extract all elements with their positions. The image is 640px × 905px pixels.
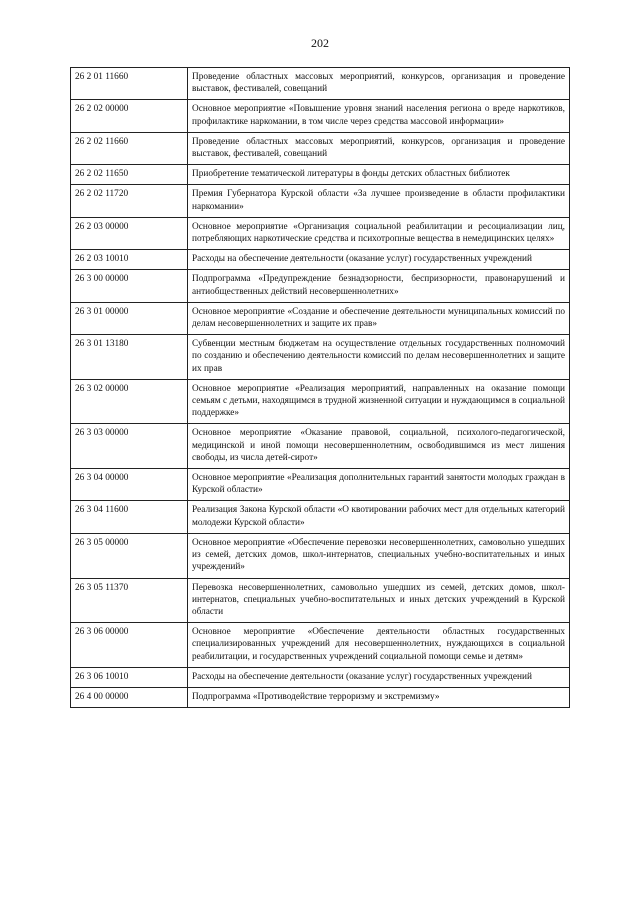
row-code: 26 4 00 00000 <box>71 687 188 707</box>
table-row <box>71 132 570 164</box>
table-row <box>71 379 570 424</box>
row-description: Субвенции местным бюджетам на осуществление отдельных государственных полномочий по созданию и обеспечению деятельности комиссий по делам несовершеннолетних и защите их прав <box>188 335 570 380</box>
table-row <box>71 217 570 249</box>
row-code: 26 2 02 11650 <box>71 165 188 185</box>
row-description: Основное мероприятие «Обеспечение перевозки несовершеннолетних, самовольно ушедших из семей, детских домов, школ-интернатов, специальных учебно-воспитательных и иных учреждений» <box>188 533 570 578</box>
row-code: 26 3 06 10010 <box>71 667 188 687</box>
table-row <box>71 185 570 217</box>
table-row <box>71 165 570 185</box>
row-code: 26 2 02 11720 <box>71 185 188 217</box>
row-code: 26 3 01 00000 <box>71 302 188 334</box>
row-code: 26 2 01 11660 <box>71 68 188 100</box>
row-code: 26 3 03 00000 <box>71 424 188 469</box>
row-description: Проведение областных массовых мероприятий, конкурсов, организация и проведение выставок, фестивалей, совещаний <box>188 132 570 164</box>
row-code: 26 3 02 00000 <box>71 379 188 424</box>
table-row <box>71 424 570 469</box>
row-code: 26 3 04 00000 <box>71 469 188 501</box>
row-description: Основное мероприятие «Обеспечение деятельности областных государственных специализированных учреждений для несовершеннолетних, нуждающихся в социальной реабилитации, и государственных учреждений социальной помощи семье и детям» <box>188 623 570 668</box>
row-code: 26 3 05 00000 <box>71 533 188 578</box>
row-description: Премия Губернатора Курской области «За лучшее произведение в области профилактики наркомании» <box>188 185 570 217</box>
row-description: Основное мероприятие «Реализация дополнительных гарантий занятости молодых граждан в Курской области» <box>188 469 570 501</box>
row-code: 26 2 03 00000 <box>71 217 188 249</box>
row-code: 26 3 06 00000 <box>71 623 188 668</box>
table-row <box>71 687 570 707</box>
budget-codes-table <box>70 67 570 708</box>
row-description: Основное мероприятие «Оказание правовой, социальной, психолого-педагогической, медицинской и иной помощи несовершеннолетним, освободившимся из мест лишения свободы, из числа детей-сирот» <box>188 424 570 469</box>
page-number: 202 <box>311 36 329 50</box>
row-description: Проведение областных массовых мероприятий, конкурсов, организация и проведение выставок, фестивалей, совещаний <box>188 68 570 100</box>
row-code: 26 2 02 11660 <box>71 132 188 164</box>
row-description: Основное мероприятие «Создание и обеспечение деятельности муниципальных комиссий по делам несовершеннолетних и защите их прав» <box>188 302 570 334</box>
row-code: 26 3 05 11370 <box>71 578 188 623</box>
row-description: Расходы на обеспечение деятельности (оказание услуг) государственных учреждений <box>188 667 570 687</box>
row-description: Реализация Закона Курской области «О квотировании рабочих мест для отдельных категорий молодежи Курской области» <box>188 501 570 533</box>
row-description: Основное мероприятие «Реализация мероприятий, направленных на оказание помощи семьям с детьми, находящимся в трудной жизненной ситуации и нуждающимся в социальной поддержке» <box>188 379 570 424</box>
table-row <box>71 469 570 501</box>
table-row <box>71 335 570 380</box>
table-row <box>71 501 570 533</box>
table-row <box>71 302 570 334</box>
row-description: Основное мероприятие «Организация социальной реабилитации и ресоциализации лиц, потребляющих наркотические средства и психотропные вещества в немедицинских целях» <box>188 217 570 249</box>
row-code: 26 2 03 10010 <box>71 250 188 270</box>
table-row <box>71 578 570 623</box>
table-row <box>71 270 570 302</box>
row-description: Подпрограмма «Противодействие терроризму и экстремизму» <box>188 687 570 707</box>
table-row <box>71 667 570 687</box>
row-code: 26 3 01 13180 <box>71 335 188 380</box>
row-code: 26 3 00 00000 <box>71 270 188 302</box>
row-code: 26 3 04 11600 <box>71 501 188 533</box>
row-description: Подпрограмма «Предупреждение безнадзорности, беспризорности, правонарушений и антиобщественных действий несовершеннолетних» <box>188 270 570 302</box>
row-code: 26 2 02 00000 <box>71 100 188 132</box>
row-description: Приобретение тематической литературы в фонды детских областных библиотек <box>188 165 570 185</box>
table-row <box>71 533 570 578</box>
table-row <box>71 250 570 270</box>
table-row <box>71 100 570 132</box>
row-description: Расходы на обеспечение деятельности (оказание услуг) государственных учреждений <box>188 250 570 270</box>
table-row <box>71 623 570 668</box>
row-description: Перевозка несовершеннолетних, самовольно ушедших из семей, детских домов, школ-интернатов, специальных учебно-воспитательных и иных детских учреждений в Курской области <box>188 578 570 623</box>
row-description: Основное мероприятие «Повышение уровня знаний населения региона о вреде наркотиков, профилактике наркомании, в том числе через средства массовой информации» <box>188 100 570 132</box>
table-row <box>71 68 570 100</box>
